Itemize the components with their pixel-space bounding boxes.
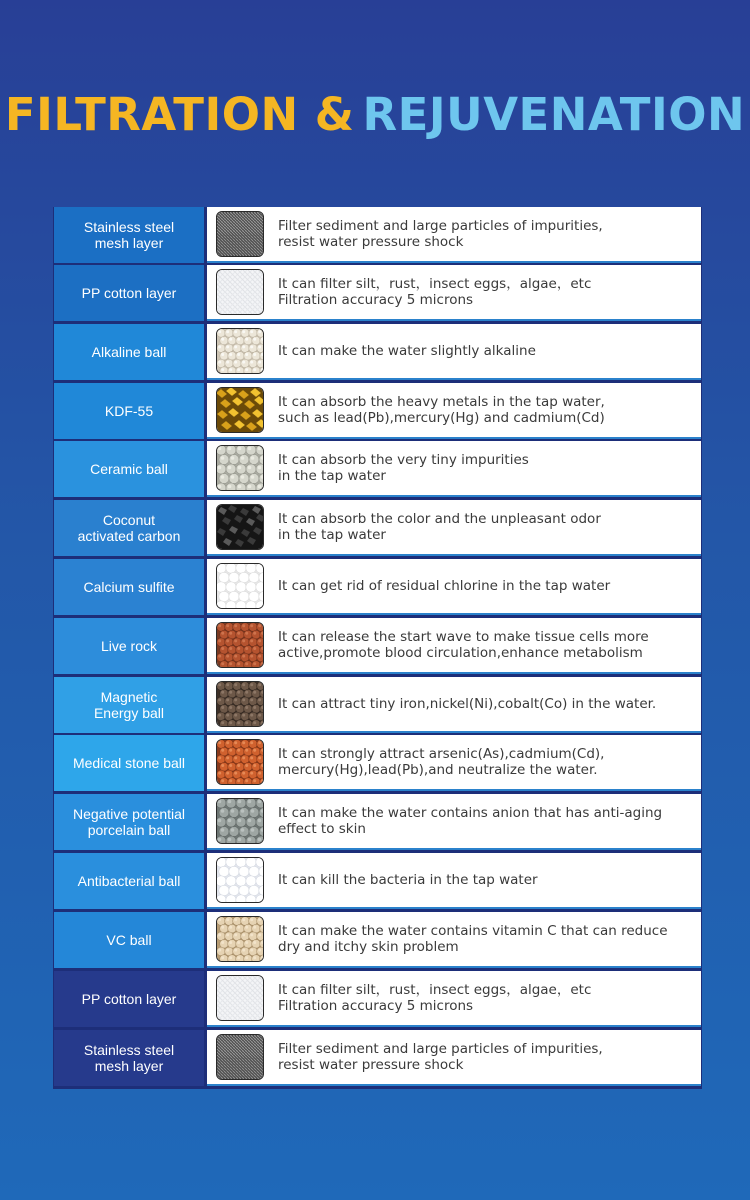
layer-description — [278, 441, 693, 495]
layer-description-cell — [207, 735, 701, 791]
layer-name-cell — [54, 735, 204, 791]
calcium-sulfite-icon — [216, 563, 264, 609]
layer-name-cell — [54, 618, 204, 674]
layer-name: Coconut activated carbon — [77, 512, 181, 544]
layer-name: Medical stone ball — [72, 755, 186, 771]
coconut-carbon-icon — [216, 504, 264, 550]
layer-description-cell — [207, 912, 701, 968]
porcelain-ball-icon — [216, 798, 264, 844]
title-part-2: REJUVENATION — [362, 88, 746, 141]
layer-description-text: It can absorb the very tiny impurities in the tap water — [278, 452, 529, 484]
layer-name-cell — [54, 971, 204, 1027]
layer-description-text: It can attract tiny iron,nickel(Ni),cobalt(Co) in the water. — [278, 696, 657, 712]
table-row — [53, 441, 702, 497]
table-row — [53, 559, 702, 615]
table-row — [53, 500, 702, 556]
layer-description — [278, 383, 693, 437]
layer-description-text: It can kill the bacteria in the tap water — [278, 872, 538, 888]
layer-name: Magnetic Energy ball — [93, 689, 165, 721]
table-row — [53, 677, 702, 733]
steel-mesh-icon — [216, 211, 264, 257]
antibacterial-ball-icon — [216, 857, 264, 903]
layer-name: Stainless steel mesh layer — [83, 219, 175, 251]
layer-description-text: It can strongly attract arsenic(As),cadmium(Cd), mercury(Hg),lead(Pb),and neutralize the water. — [278, 746, 605, 778]
layer-description-cell — [207, 971, 701, 1027]
layer-name-cell — [54, 324, 204, 380]
layer-description-text: It can absorb the color and the unpleasant odor in the tap water — [278, 511, 601, 543]
layer-description-text: It can filter silt，rust，insect eggs，algae，etc Filtration accuracy 5 microns — [278, 982, 592, 1014]
layer-description-text: It can absorb the heavy metals in the tap water, such as lead(Pb),mercury(Hg) and cadmium(Cd) — [278, 394, 605, 426]
layer-name-cell — [54, 794, 204, 850]
vc-ball-icon — [216, 916, 264, 962]
layer-description-cell — [207, 1030, 701, 1086]
layer-description-cell — [207, 618, 701, 674]
table-row — [53, 912, 702, 968]
steel-mesh-icon — [216, 1034, 264, 1080]
layer-description-cell — [207, 324, 701, 380]
layer-name: Negative potential porcelain ball — [72, 806, 186, 838]
layer-name-cell — [54, 559, 204, 615]
layer-description — [278, 912, 693, 966]
layer-description — [278, 265, 693, 319]
layer-name-cell — [54, 677, 204, 733]
layer-description-cell — [207, 559, 701, 615]
layer-name-cell — [54, 500, 204, 556]
layer-name-cell — [54, 912, 204, 968]
layer-name: Alkaline ball — [91, 344, 167, 360]
layer-description-cell — [207, 207, 701, 263]
layer-name: VC ball — [106, 932, 152, 948]
layer-description-text: It can make the water slightly alkaline — [278, 343, 536, 359]
pp-cotton-icon — [216, 975, 264, 1021]
pp-cotton-icon — [216, 269, 264, 315]
layer-name: PP cotton layer — [81, 285, 177, 301]
layer-name: Ceramic ball — [90, 461, 168, 477]
magnetic-ball-icon — [216, 681, 264, 727]
table-row — [53, 618, 702, 674]
layer-description-cell — [207, 794, 701, 850]
layer-name-cell — [54, 265, 204, 321]
layer-description — [278, 1030, 693, 1084]
title-part-1: FILTRATION & — [4, 88, 355, 141]
layer-description-cell — [207, 677, 701, 733]
layer-description-cell — [207, 441, 701, 497]
layer-description-text: It can make the water contains anion that has anti-aging effect to skin — [278, 805, 663, 837]
live-rock-icon — [216, 622, 264, 668]
layer-description — [278, 618, 693, 672]
layer-description-text: Filter sediment and large particles of impurities, resist water pressure shock — [278, 218, 603, 250]
layer-name-cell — [54, 853, 204, 909]
table-row — [53, 383, 702, 439]
layer-description — [278, 559, 693, 613]
layer-description-cell — [207, 265, 701, 321]
layer-name: Calcium sulfite — [83, 579, 175, 595]
layer-description — [278, 324, 693, 378]
table-row — [53, 1030, 702, 1086]
layer-description-cell — [207, 383, 701, 439]
layer-description — [278, 207, 693, 261]
table-row — [53, 265, 702, 321]
table-row — [53, 207, 702, 263]
layer-name: KDF-55 — [104, 403, 154, 419]
layer-description-text: It can release the start wave to make tissue cells more active,promote blood circulation,enhance metabolism — [278, 629, 649, 661]
filter-layers-table — [53, 207, 702, 1089]
table-row — [53, 324, 702, 380]
layer-name-cell — [54, 1030, 204, 1086]
table-row — [53, 735, 702, 791]
layer-name-cell — [54, 383, 204, 439]
layer-description-cell — [207, 853, 701, 909]
layer-description-text: It can make the water contains vitamin C that can reduce dry and itchy skin problem — [278, 923, 668, 955]
layer-description-cell — [207, 500, 701, 556]
layer-name-cell — [54, 441, 204, 497]
layer-name: Antibacterial ball — [77, 873, 181, 889]
layer-name-cell — [54, 207, 204, 263]
ceramic-ball-icon — [216, 445, 264, 491]
layer-description — [278, 971, 693, 1025]
layer-description-text: It can filter silt，rust，insect eggs，algae，etc Filtration accuracy 5 microns — [278, 276, 592, 308]
table-row — [53, 794, 702, 850]
layer-description — [278, 500, 693, 554]
alkaline-ball-icon — [216, 328, 264, 374]
layer-name: Live rock — [100, 638, 158, 654]
layer-name: Stainless steel mesh layer — [83, 1042, 175, 1074]
page-title — [0, 88, 750, 141]
layer-description — [278, 853, 693, 907]
table-row — [53, 853, 702, 909]
layer-description-text: Filter sediment and large particles of impurities, resist water pressure shock — [278, 1041, 603, 1073]
table-row — [53, 971, 702, 1027]
kdf55-icon — [216, 387, 264, 433]
layer-description-text: It can get rid of residual chlorine in the tap water — [278, 578, 611, 594]
layer-description — [278, 735, 693, 789]
layer-description — [278, 677, 693, 731]
medical-stone-icon — [216, 739, 264, 785]
layer-name: PP cotton layer — [81, 991, 177, 1007]
layer-description — [278, 794, 693, 848]
